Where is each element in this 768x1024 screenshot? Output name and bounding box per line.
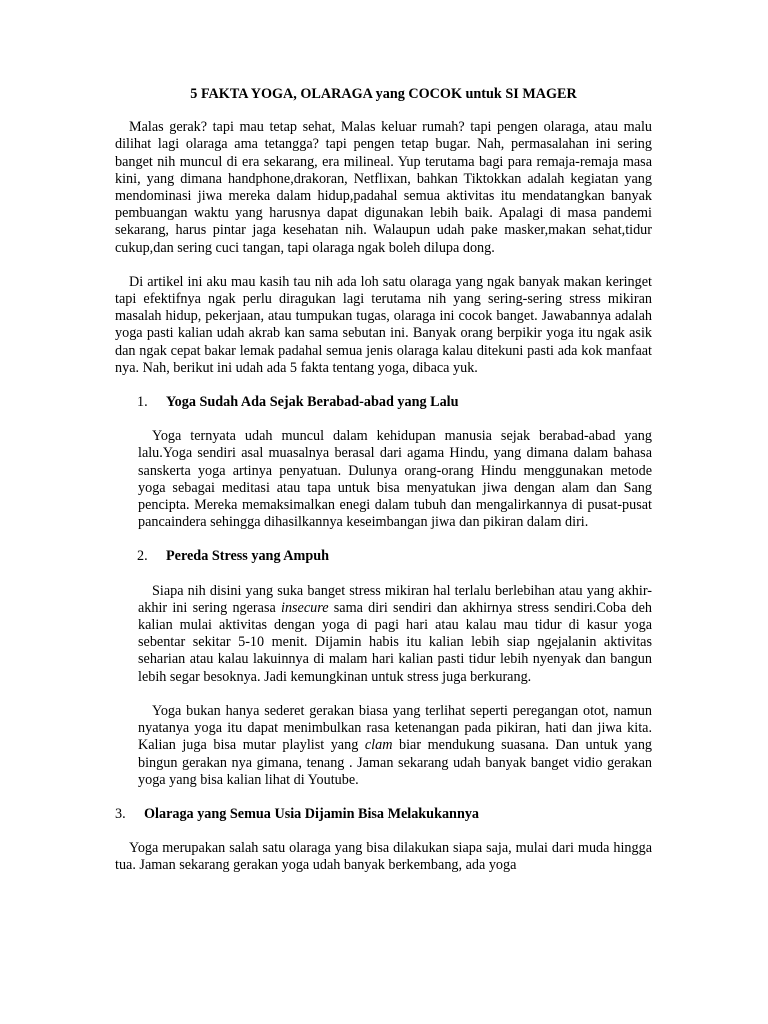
text-run: sama diri sendiri dan akhirnya stress sendiri.Coba deh kalian mulai aktivitas dengan yoga di pagi hari atau kalau mau tidur di kasur yoga sebentar sekitar 5-10 menit. Dijamin habis itu kalian lebih siap ngejalanin aktivitas seharian atau kalau lakuinnya di malam hari kalian pasti tidur lebih nyenyak dan bangun lebih segar besoknya. Jadi kemungkinan untuk stress juga berkurang. xyxy=(138,599,652,685)
paragraph-gap xyxy=(115,566,652,583)
paragraph-gap xyxy=(138,686,652,703)
section-1-paragraph: Yoga ternyata udah muncul dalam kehidupan manusia sejak berabad-abad yang lalu.Yoga sendiri asal muasalnya berasal dari agama Hindu, yang dimana dalam bahasa sanskerta yoga artinya penyatuan. Dulunya orang-orang Hindu menggunakan metode yoga sebagai meditasi atau tapa untuk bisa menyatukan jiwa dengan alam dan Sang pencipta. Mereka memaksimalkan enegi dalam tubuh dan mengalirkannya di pusat-pusat pancaindera sehingga dihasilkannya keseimbangan jiwa dan pikiran dalam diri. xyxy=(138,428,652,531)
paragraph-gap xyxy=(115,789,652,806)
section-3-number: 3. xyxy=(115,805,126,822)
paragraph-gap xyxy=(115,531,652,548)
section-2-paragraph-2 xyxy=(138,703,652,789)
section-3-title: Olaraga yang Semua Usia Dijamin Bisa Melakukannya xyxy=(144,805,480,822)
section-3-paragraph: Yoga merupakan salah satu olaraga yang bisa dilakukan siapa saja, mulai dari muda hingga tua. Jaman sekarang gerakan yoga udah banyak berkembang, ada yoga xyxy=(115,840,652,874)
section-1-body-block xyxy=(115,428,652,531)
section-2-body-block xyxy=(115,583,652,789)
document-title: 5 FAKTA YOGA, OLARAGA yang COCOK untuk SI MAGER xyxy=(190,86,577,102)
section-1-heading xyxy=(115,394,652,411)
text-run: Siapa nih disini yang suka banget stress mikiran hal terlalu berlebihan atau yang akhir-akhir ini sering ngerasa xyxy=(138,582,652,616)
section-3-heading xyxy=(115,806,652,823)
paragraph-gap xyxy=(115,257,652,274)
section-2-number: 2. xyxy=(137,548,148,565)
section-2-title: Pereda Stress yang Ampuh xyxy=(166,548,330,565)
section-1-number: 1. xyxy=(137,394,148,411)
text-run: Yoga bukan hanya sederet gerakan biasa yang terlihat seperti peregangan otot, namun nyatanya yoga itu dapat menimbulkan rasa ketenangan pada pikiran, hati dan jiwa kita. Kalian juga bisa mutar playlist yang xyxy=(138,702,652,754)
section-1-title: Yoga Sudah Ada Sejak Berabad-abad yang Lalu xyxy=(166,394,459,411)
text-run: biar mendukung suasana. Dan untuk yang bingun gerakan nya gimana, tenang . Jaman sekarang udah banyak banget vidio gerakan yoga yang bisa kalian lihat di Youtube. xyxy=(138,737,653,788)
emphasis-text: insecure xyxy=(281,599,329,616)
paragraph-gap xyxy=(115,377,652,394)
intro-paragraph-1: Malas gerak? tapi mau tetap sehat, Malas keluar rumah? tapi pengen olaraga, atau malu dilihat lagi olaraga ama tetangga? tapi pengen tetap bugar. Nah, permasalahan ini sering banget nih muncul di era sekarang, era milineal. Yup terutama bagi para remaja-remaja masa kini, yang dimana handphone,drakoran, Netflixan, bahkan Tiktokkan adalah kegiatan yang mendominasi jiwa mereka dalam hidup,padahal semua aktivitas itu mendatangkan banyak pembuangan waktu yang harusnya dapat digunakan lebih baik. Apalagi di masa pandemi sekarang, harus pintar jaga kesehatan nih. Walaupun udah pake masker,makan sehat,tidur cukup,dan sering cuci tangan, tapi olaraga ngak boleh dilupa dong. xyxy=(115,119,652,256)
paragraph-gap xyxy=(115,823,652,840)
intro-paragraph-2: Di artikel ini aku mau kasih tau nih ada loh satu olaraga yang ngak banyak makan keringet tapi efektifnya ngak perlu diragukan lagi terutama nih yang sering-sering stress mikiran masalah hidup, pekerjaan, atau tumpukan tugas, olaraga ini cocok banget. Jawabannya adalah yoga pasti kalian udah akrab kan sama sebutan ini. Banyak orang berpikir yoga itu ngak asik dan ngak cepat bakar lemak padahal semua jenis olaraga kalau ditekuni pasti ada kok manfaat nya. Nah, berikut ini udah ada 5 fakta tentang yoga, dibaca yuk. xyxy=(115,273,652,376)
section-2-heading xyxy=(115,548,652,565)
section-2-paragraph-1 xyxy=(138,583,652,686)
emphasis-text: clam xyxy=(364,737,393,754)
paragraph-gap xyxy=(115,411,652,428)
